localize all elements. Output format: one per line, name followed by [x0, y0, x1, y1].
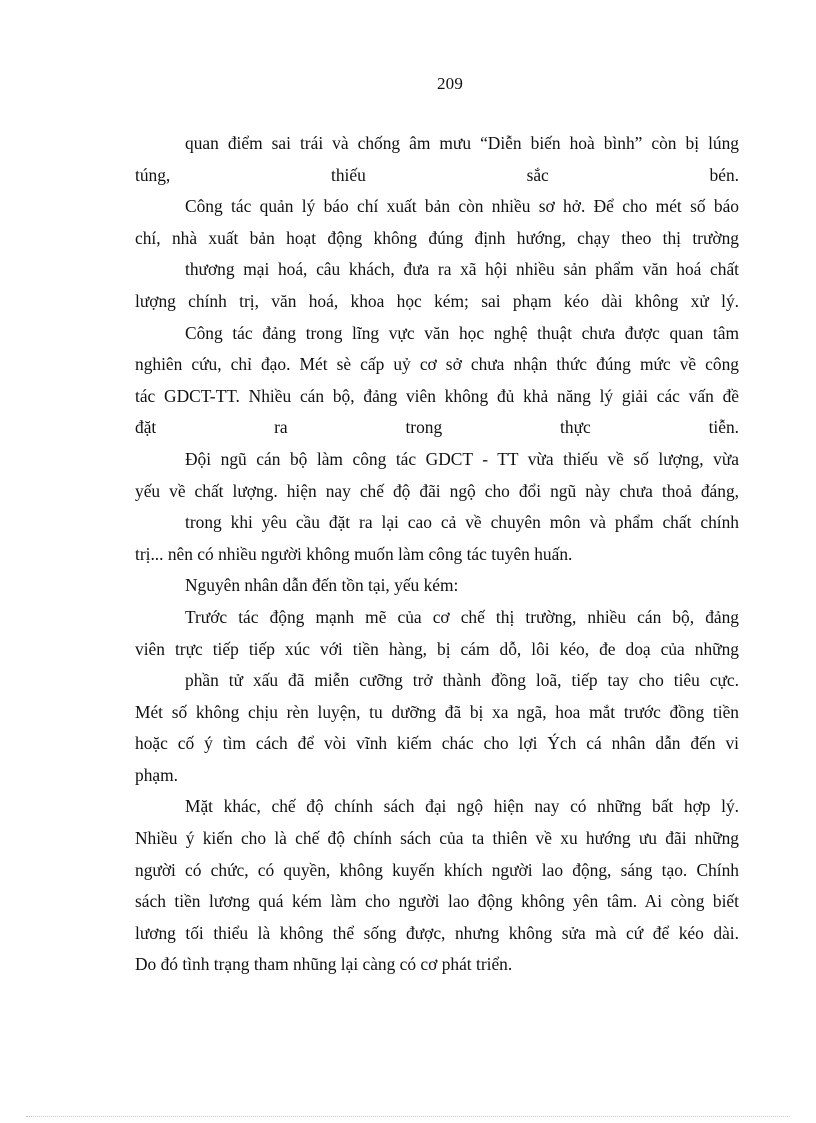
text-line: yếu về chất lượng. hiện nay chế độ đãi ngộ cho đổi ngũ này chưa thoả đáng,	[135, 480, 739, 501]
text-line: Mặt khác, chế độ chính sách đại ngộ hiện nay có những bất hợp lý.	[185, 796, 739, 817]
text-line: Do đó tình trạng tham nhũng lại càng có cơ phát triển.	[135, 954, 513, 975]
text-line: túng, thiếu sắc bén.	[135, 164, 739, 185]
text-line: quan điểm sai trái và chống âm mưu “Diễn biến hoà bình” còn bị lúng	[185, 133, 739, 153]
text-line: đặt ra trong thực tiễn.	[135, 417, 739, 438]
text-line: trị... nên có nhiều người không muốn làm công tác tuyên huấn.	[135, 543, 573, 564]
page-number: 209	[436, 74, 464, 93]
text-line: Nguyên nhân dẫn đến tồn tại, yếu kém:	[185, 575, 459, 596]
text-line: Công tác đảng trong lĩng vực văn học nghệ thuật chưa được quan tâm	[185, 322, 739, 343]
text-line: chí, nhà xuất bản hoạt động không đúng định hướng, chạy theo thị trường	[135, 227, 739, 248]
text-line: hoặc cố ý tìm cách để vòi vĩnh kiếm chác cho lợi Ých cá nhân dẫn đến vi	[135, 733, 739, 754]
text-line: phần tử xấu đã miễn cưỡng trở thành đồng loã, tiếp tay cho tiêu cực.	[185, 670, 739, 691]
footer-divider	[26, 1116, 790, 1117]
text-line: thương mại hoá, câu khách, đưa ra xã hội nhiều sản phẩm văn hoá chất	[185, 259, 739, 280]
text-line: tác GDCT-TT. Nhiều cán bộ, đảng viên không đủ khả năng lý giải các vấn đề	[135, 385, 739, 406]
text-line: trong khi yêu cầu đặt ra lại cao cả về chuyên môn và phẩm chất chính	[185, 512, 739, 533]
text-line: Công tác quản lý báo chí xuất bản còn nhiều sơ hở. Để cho mét số báo	[185, 196, 739, 217]
text-line: người có chức, có quyền, không kuyến khích người lao động, sáng tạo. Chính	[135, 859, 739, 880]
text-line: Mét số không chịu rèn luyện, tu dưỡng đã bị xa ngã, hoa mắt trước đồng tiền	[135, 701, 739, 722]
text-line: sách tiền lương quá kém làm cho người lao động không yên tâm. Ai còng biết	[135, 891, 739, 912]
text-line: phạm.	[135, 764, 178, 785]
text-line: Nhiều ý kiến cho là chế độ chính sách của ta thiên về xu hướng ưu đãi những	[135, 828, 739, 849]
text-line: Trước tác động mạnh mẽ của cơ chế thị trường, nhiều cán bộ, đảng	[185, 606, 739, 627]
document-body	[135, 128, 739, 981]
text-line: lương tối thiểu là không thể sống được, nhưng không sửa mà cứ để kéo dài.	[135, 922, 739, 943]
text-line: Đội ngũ cán bộ làm công tác GDCT - TT vừa thiếu về số lượng, vừa	[185, 448, 739, 469]
text-line: lượng chính trị, văn hoá, khoa học kém; sai phạm kéo dài không xử lý.	[135, 290, 739, 311]
text-line: viên trực tiếp tiếp xúc với tiền hàng, bị cám dỗ, lôi kéo, đe doạ của những	[135, 638, 739, 659]
text-line: nghiên cứu, chỉ đạo. Mét sè cấp uỷ cơ sở chưa nhận thức đúng mức về công	[135, 354, 739, 375]
